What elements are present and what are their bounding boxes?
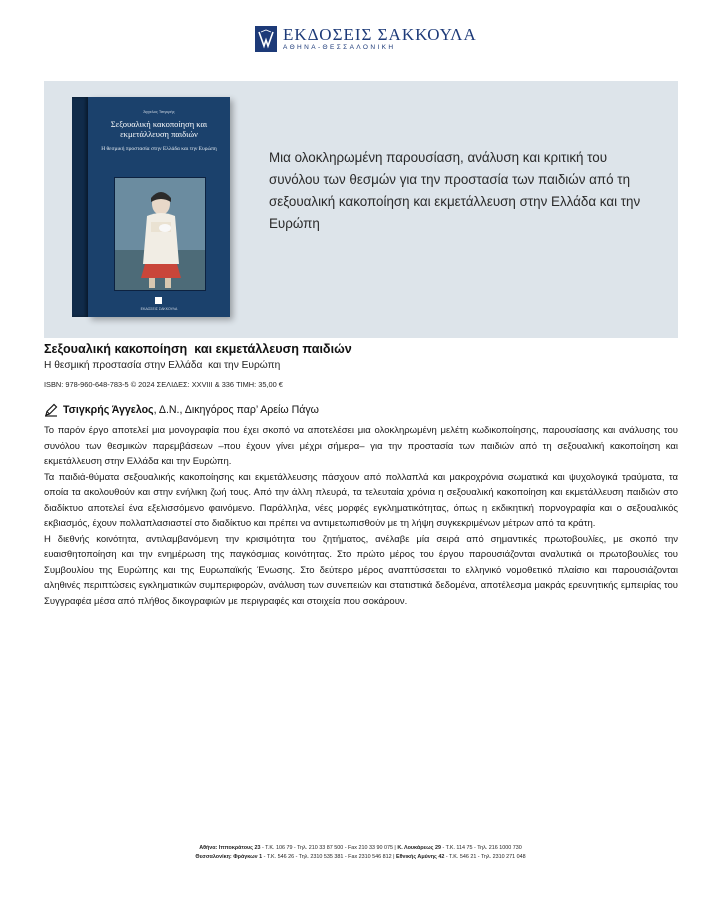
cover-subtitle: Η θεσμική προστασία στην Ελλάδα και την Ευρώπη [101, 146, 217, 152]
athens-details-2: - Τ.Κ. 114 75 - Τηλ. 216 1000 730 [440, 845, 522, 851]
cover-publisher-mark-icon [155, 297, 162, 304]
footer-athens-line [0, 844, 721, 853]
cover-title: Σεξουαλική κακοποίηση και εκμετάλλευση παιδιών [110, 119, 208, 140]
athens-address-1: Ιπποκράτους 23 [218, 845, 261, 851]
book-cover-image [72, 97, 230, 317]
sakkoulas-logo-icon [255, 26, 277, 52]
athens-label: Αθήνα: [199, 845, 218, 851]
thessaloniki-label: Θεσσαλονίκη: [195, 854, 232, 860]
thessaloniki-details-1: - Τ.Κ. 546 26 - Τηλ. 2310 535 381 - Fax 2310 546 812 | [262, 854, 397, 860]
pen-icon [44, 403, 58, 417]
description-paragraph: Τα παιδιά-θύματα σεξουαλικής κακοποίησης και εκμετάλλευσης πάσχουν από πολλαπλά και μακροχρόνια σωματικά και ψυχολογικά τραύματα, τα οποία τα ακολουθούν και στην ενήλικη ζωή τους. Από την άλλη πλευρά, τα τελευταία χρόνια η σεξουαλική κακοποίηση και εκμετάλλευση παιδιών στο διαδίκτυο αποτελεί ένα εξελισσόμενο φαινόμενο. Παράλληλα, νέες μορφές εγκληματικότητας, όπως η εκδικητική πορνογραφία και ο σεξουαλικός εκβιασμός, έχουν πολλαπλασιαστεί στο διαδίκτυο και πρέπει να αντιμετωπισθούν με τη λήψη συγκεκριμένων μέτρων από τα κράτη. [44, 471, 678, 529]
book-title: Σεξουαλική κακοποίηση και εκμετάλλευση παιδιών [44, 342, 352, 356]
thessaloniki-address-2: Εθνικής Αμύνης 42 [396, 854, 445, 860]
book-cover [88, 97, 230, 317]
book-description [44, 423, 678, 609]
isbn-line: ISBN: 978-960-648-783-5 © 2024 ΣΕΛΙΔΕΣ: XXVIII & 336 ΤΙΜΗ: 35,00 € [44, 380, 283, 389]
footer-contact [0, 844, 721, 862]
thessaloniki-address-1: Φράγκων 1 [233, 854, 263, 860]
cover-author: Άγγελος Τσιγκρής [143, 109, 175, 114]
description-paragraph: Η διεθνής κοινότητα, αντιλαμβανόμενη την κρισιμότητα του ζητήματος, ανέλαβε μία σειρά από σημαντικές πρωτοβουλίες, με σκοπό την ευαισθητοποίηση και την ενημέρωση της παγκόσμιας κοινότητας. Στο πρώτο μέρος του έργου παρουσιάζονται αναλυτικά οι πρωτοβουλίες του Συμβουλίου της Ευρώπης και της Ευρωπαϊκής Ένωσης. Στο δεύτερο μέρος αναπτύσσεται το ελληνικό νομοθετικό πλαίσιο και παρουσιάζονται αληθινές περιπτώσεις εγκληματικών συμπεριφορών, ανάλυση των συνεπειών και στατιστικά δεδομένα, αποτέλεσμα μακράς ερευνητικής εμπειρίας του Συγγραφέα μέσα από πλήθος δικογραφιών με περιγραφές και στοιχεία που σοκάρουν. [44, 533, 678, 607]
publisher-logo [255, 24, 477, 54]
book-spine [72, 97, 88, 317]
author-line [44, 403, 319, 417]
book-subtitle: Η θεσμική προστασία στην Ελλάδα και την Ευρώπη [44, 360, 281, 371]
publisher-cities: ΑΘΗΝΑ-ΘΕΣΣΑΛΟΝΙΚΗ [283, 44, 396, 52]
banner-blurb: Μια ολοκληρωμένη παρουσίαση, ανάλυση και κριτική του συνόλου των θεσμών για την προστασία των παιδιών από τη σεξουαλική κακοποίηση και εκμετάλλευση στην Ελλάδα και την Ευρώπη [269, 150, 641, 231]
author-name: Τσιγκρής Άγγελος [63, 404, 154, 416]
description-paragraph: Το παρόν έργο αποτελεί μια μονογραφία που έχει σκοπό να αποτελέσει μια ολοκληρωμένη μελέτη κωδικοποίησης, παρουσίασης και ανάλυσης του συνόλου των θεσμικών παρεμβάσεων –που έχουν γίνει μέχρι σήμερα– για την προστασία των παιδιών από τη σεξουαλική κακοποίηση και εκμετάλλευση στην Ελλάδα και την Ευρώπη. [44, 425, 678, 467]
athens-details-1: - Τ.Κ. 106 79 - Τηλ. 210 33 87 500 - Fax 210 33 90 075 | [260, 845, 398, 851]
cover-painting-image [114, 177, 206, 291]
athens-address-2: Κ. Λουκάρεως 29 [397, 845, 441, 851]
hero-banner [44, 81, 678, 338]
publisher-name: ΕΚΔΟΣΕΙΣ ΣΑΚΚΟΥΛΑ [283, 25, 477, 45]
footer-thessaloniki-line [0, 853, 721, 862]
thessaloniki-details-2: - Τ.Κ. 546 21 - Τηλ. 2310 271 048 [444, 854, 526, 860]
cover-publisher: ΕΚΔΟΣΕΙΣ ΣΑΚΚΟΥΛΑ [140, 307, 178, 311]
author-credentials: , Δ.Ν., Δικηγόρος παρ’ Αρείω Πάγω [153, 404, 319, 416]
